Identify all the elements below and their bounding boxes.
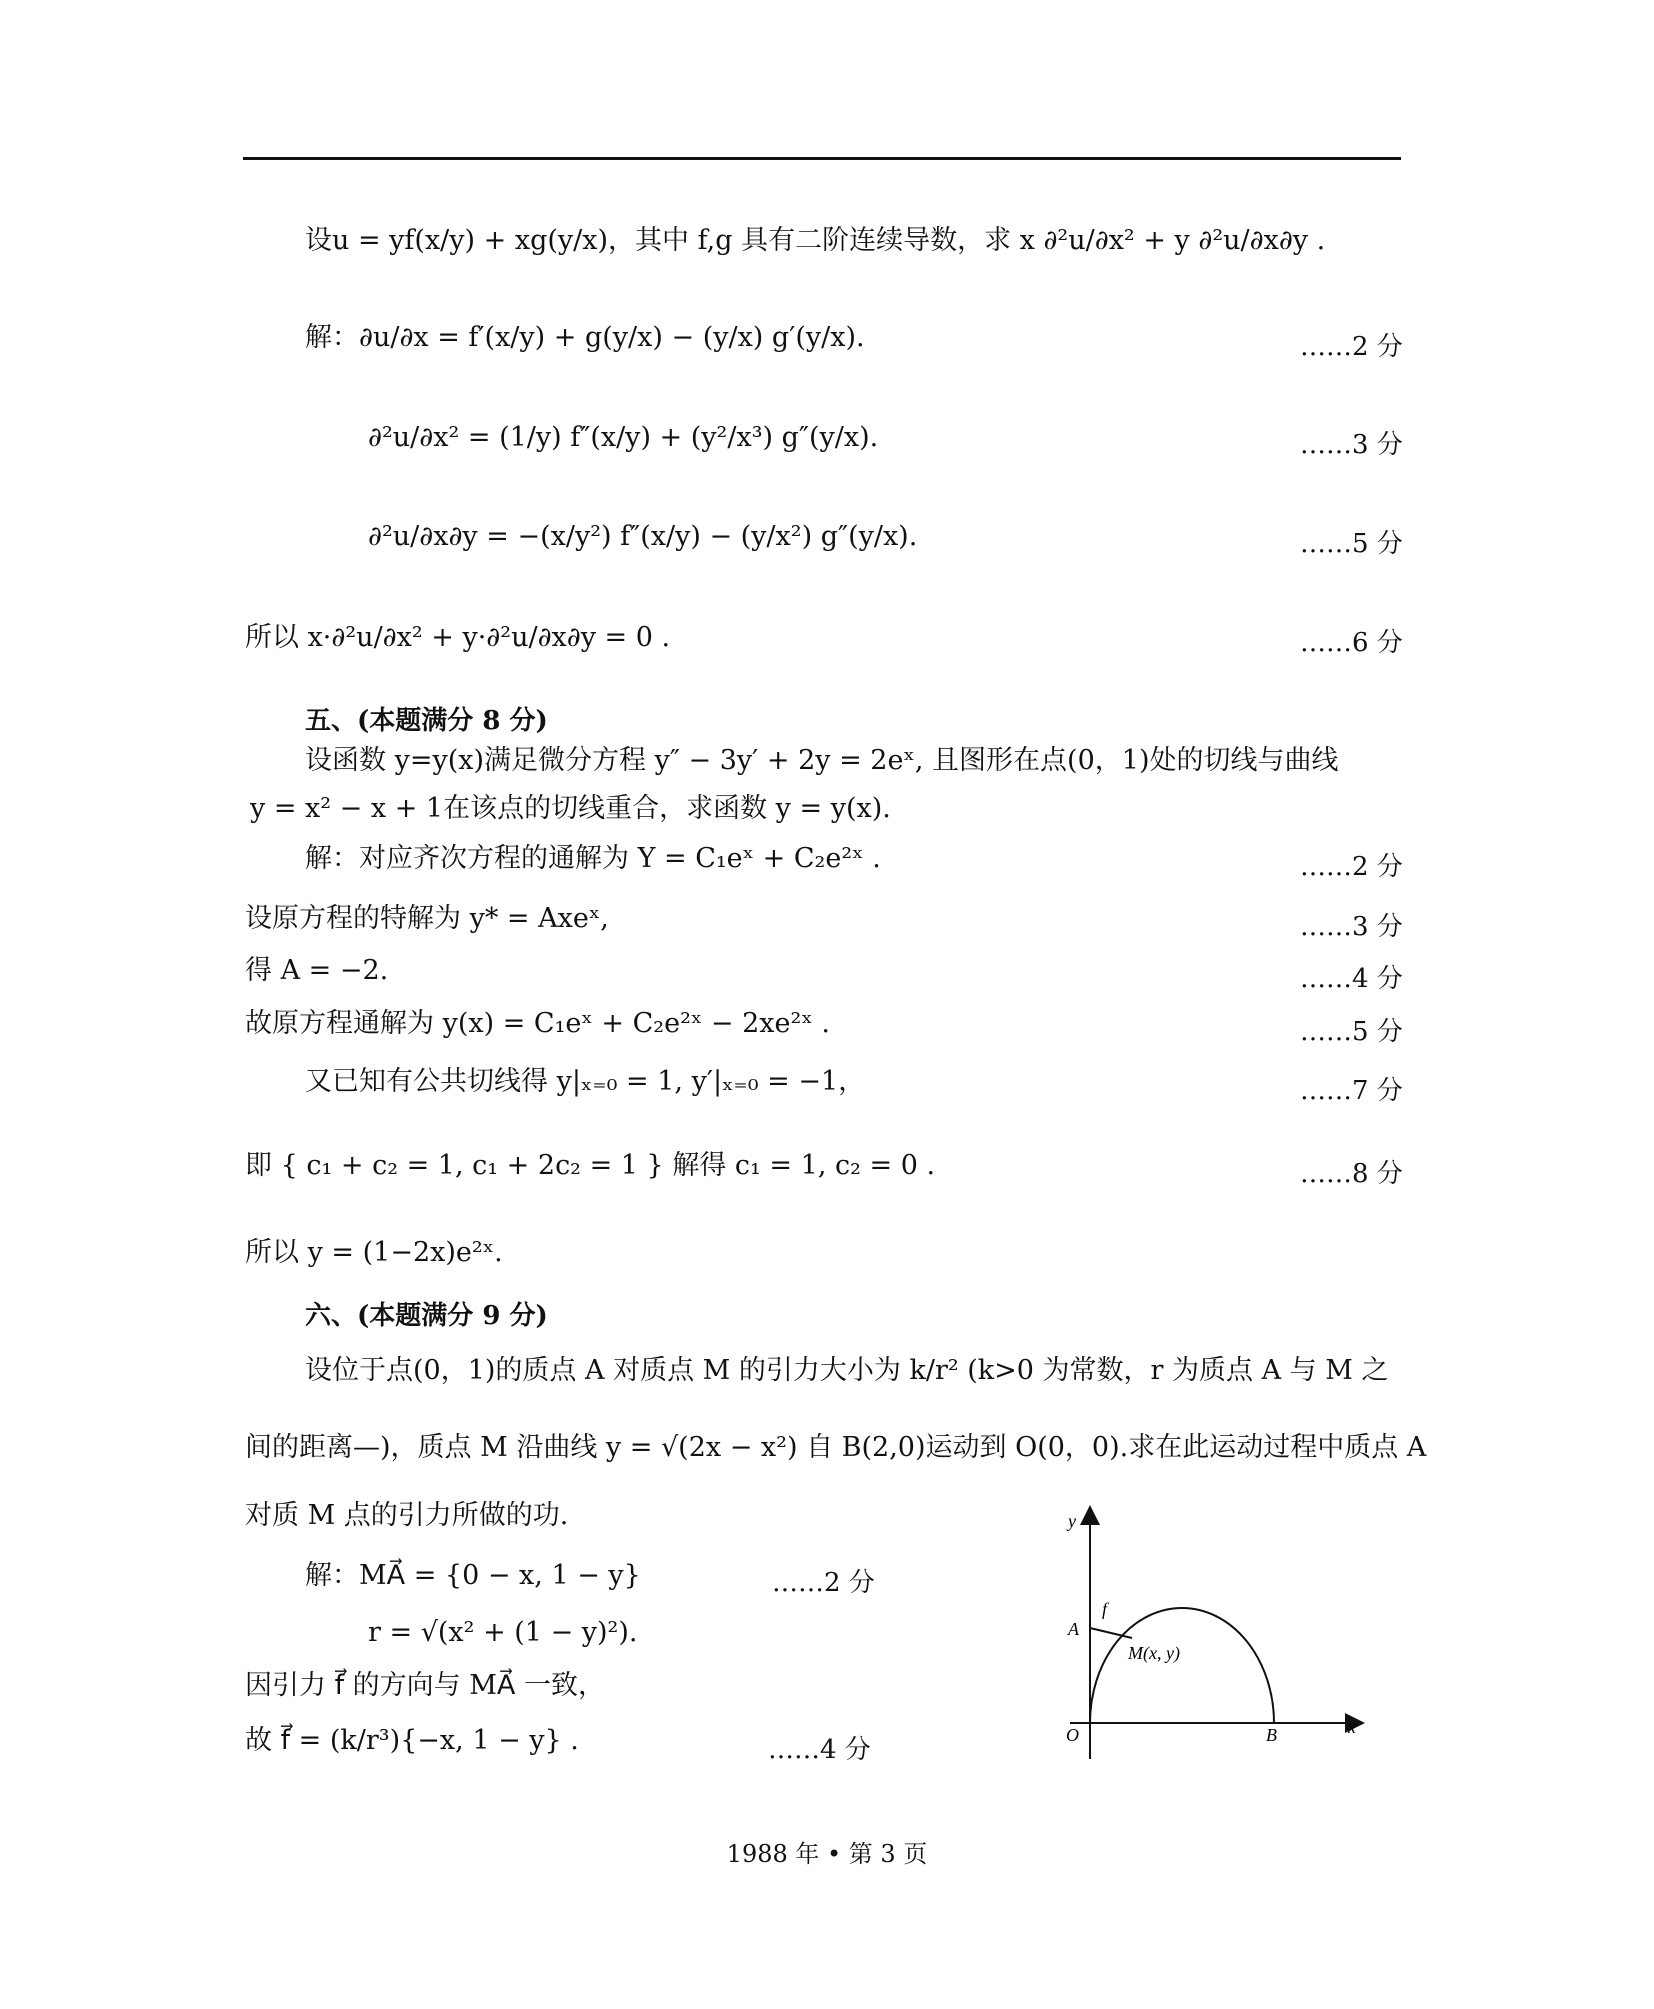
point-m-label: M(x, y) [1128, 1643, 1180, 1663]
p5-step-2: 设原方程的特解为 y* = Axeˣ, [245, 903, 609, 934]
p4-score-1: ……2 分 [1300, 332, 1403, 362]
page-footer: 1988 年 • 第 3 页 [726, 1840, 928, 1868]
p5-score-5: ……7 分 [1300, 1076, 1403, 1106]
p5-step-3: 得 A = −2. [245, 955, 389, 986]
point-a-label: A [1068, 1619, 1079, 1639]
p6-step-1: 解：MA⃗ = {0 − x, 1 − y} [305, 1560, 641, 1591]
p5-step-7: 所以 y = (1−2x)e²ˣ. [245, 1237, 503, 1268]
problem5-heading: 五、(本题满分 8 分) [305, 706, 548, 736]
y-axis-label: y [1068, 1511, 1076, 1531]
semicircle-figure [1050, 1505, 1370, 1775]
p5-score-4: ……5 分 [1300, 1017, 1403, 1047]
p6-step-3: 因引力 f⃗ 的方向与 MA⃗ 一致， [245, 1670, 605, 1701]
p5-step-1: 解：对应齐次方程的通解为 Y = C₁eˣ + C₂e²ˣ . [305, 843, 881, 874]
problem5-statement-1: 设函数 y=y(x)满足微分方程 y″ − 3y′ + 2y = 2eˣ, 且图形在点(0，1)处的切线与曲线 [305, 745, 1339, 776]
problem5-statement-2: y = x² − x + 1在该点的切线重合，求函数 y = y(x). [250, 793, 891, 824]
p5-score-6: ……8 分 [1300, 1159, 1403, 1189]
semicircle-curve [1090, 1608, 1274, 1723]
p5-score-3: ……4 分 [1300, 964, 1403, 994]
p6-step-4: 故 f⃗ = (k/r³){−x, 1 − y} . [245, 1725, 579, 1756]
problem4-statement: 设u = yf(x/y) + xg(y/x)，其中 f,g 具有二阶连续导数，求 x ∂²u/∂x² + y ∂²u/∂x∂y . [305, 225, 1326, 256]
problem6-heading: 六、(本题满分 9 分) [305, 1301, 548, 1331]
p6-score-4: ……4 分 [768, 1735, 871, 1765]
force-f-label: f⃗ [1102, 1599, 1122, 1619]
origin-label: O [1066, 1725, 1079, 1745]
point-b-label: B [1266, 1725, 1277, 1745]
p5-step-5: 又已知有公共切线得 y|ₓ₌₀ = 1, y′|ₓ₌₀ = −1， [305, 1066, 866, 1097]
top-rule [243, 157, 1401, 160]
p4-step-3: ∂²u/∂x∂y = −(x/y²) f″(x/y) − (y/x²) g″(y/x). [368, 521, 918, 552]
problem6-statement-2: 间的距离—)，质点 M 沿曲线 y = √(2x − x²) 自 B(2,0)运动到 O(0，0).求在此运动过程中质点 A [245, 1432, 1427, 1463]
p6-score-1: ……2 分 [772, 1568, 875, 1598]
p5-score-1: ……2 分 [1300, 852, 1403, 882]
p4-score-4: ……6 分 [1300, 628, 1403, 658]
problem6-statement-3: 对质 M 点的引力所做的功. [245, 1500, 569, 1531]
p5-step-6: 即 { c₁ + c₂ = 1, c₁ + 2c₂ = 1 } 解得 c₁ = 1, c₂ = 0 . [245, 1150, 936, 1181]
x-axis-label: x [1348, 1717, 1356, 1737]
p5-score-2: ……3 分 [1300, 912, 1403, 942]
p6-step-2: r = √(x² + (1 − y)²). [368, 1617, 638, 1648]
p4-step-1: 解：∂u/∂x = f′(x/y) + g(y/x) − (y/x) g′(y/x). [305, 322, 865, 353]
p4-step-2: ∂²u/∂x² = (1/y) f″(x/y) + (y²/x³) g″(y/x). [368, 422, 879, 453]
p5-step-4: 故原方程通解为 y(x) = C₁eˣ + C₂e²ˣ − 2xe²ˣ . [245, 1008, 830, 1039]
p4-score-3: ……5 分 [1300, 529, 1403, 559]
problem6-statement-1: 设位于点(0，1)的质点 A 对质点 M 的引力大小为 k/r² (k>0 为常数，r 为质点 A 与 M 之 [305, 1355, 1389, 1386]
p4-step-4: 所以 x·∂²u/∂x² + y·∂²u/∂x∂y = 0 . [245, 622, 671, 653]
p4-score-2: ……3 分 [1300, 430, 1403, 460]
